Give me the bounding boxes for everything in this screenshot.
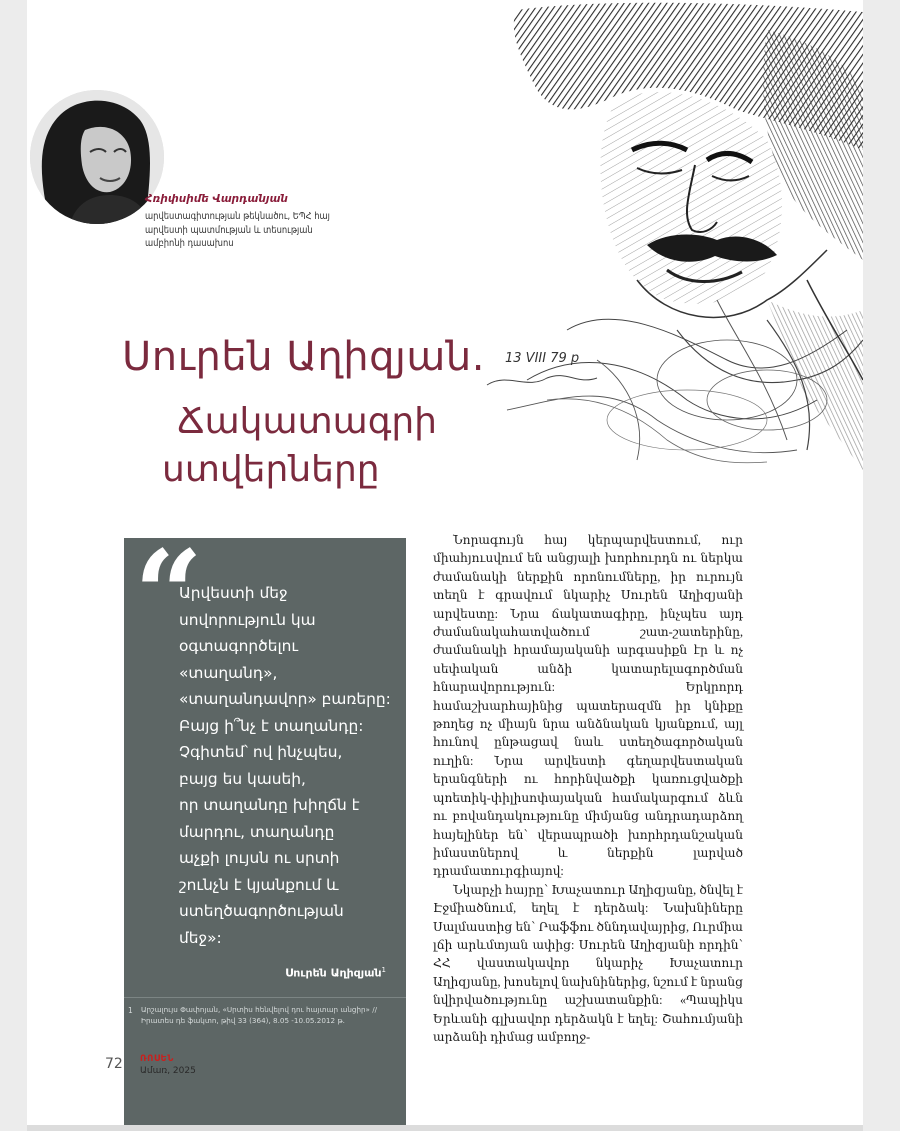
body-paragraph: Նկարչի հայրը՝ Խաչատուր Աղիզյանը, ծնվել է Էջմիածնում, եղել է դերձակ: Նախնիները Սալմաստից են՝ Րաֆֆու ծննդավայրից, Ուրմիա լճի արևմտյան ափից: Սուրեն Աղիզյանի որդին՝ ՀՀ վաստակավոր նկարիչ Խաչատուր Աղիզյանը, խոսելով նախնիներից, նշում է նրանց նվիրվածությունը աշխատանքին: «Պապիկս Երևանի գլխավոր դերձակն է եղել: Շահումյանի արձանի դիմաց ամբողջ- xyxy=(433,882,743,1044)
footnote-number: 1 xyxy=(128,1006,133,1015)
footnote-divider xyxy=(124,997,406,998)
magazine-name: ՌՈՍԵՆ xyxy=(140,1054,174,1064)
magazine-page xyxy=(27,0,863,1125)
quote-mark-icon: “ xyxy=(134,524,204,665)
quote-signature-name: Սուրեն Աղիզյան xyxy=(285,966,382,980)
pull-quote-box xyxy=(124,524,406,1125)
author-role: արվեստագիտության թեկնածու, ԵՊՀ հայ արվեստի պատմության և տեսության ամբիոնի դասախոս xyxy=(145,211,330,249)
body-paragraph: Նորագույն հայ կերպարվեստում, ուր միահյուսվում են անցյալի խորհուրդն ու ներկա ժամանակի ներքին որոնումները, իր ուրույն տեղն է գրավում նկարիչ Սուրեն Աղիզյանի արվեստը: Նրա ճակատագիրը, ինչպես այդ ժամանակահատվածում շատ-շատերինը, ժամանակի հրամայականի արգասիքն էր և ոչ սեփական անձի կատարելագործման հնարավորություն: Երկրորդ համաշխարհայինից պատերազմն իր կնիքը թողեց ոչ միայն նրա անձնական կյանքում, այլ հունով ընթացավ նաև ստեղծագործական ուղին: Նրա արվեստի գեղարվեստական երանգների ու հորինվածքի կառուցվածքի պոետիկ-փիլիսոփայական համակարգում ձևն ու բովանդակությունը միմյանց անդրադարձող հայելիներ են՝ վերապրածի խորհրդանշական իմաստներով և ներքին լարված դրամատուրգիայով: xyxy=(433,533,743,879)
author-name: Հռիփսիմե Վարդանյան xyxy=(145,193,288,205)
author-avatar xyxy=(30,90,164,224)
page-number: 72 xyxy=(105,1056,123,1072)
page-bottom-edge xyxy=(27,1125,863,1131)
article-subtitle xyxy=(162,398,437,494)
issue-label: Ամառ, 2025 xyxy=(140,1066,196,1076)
footnote-text: Արշալույս Փափոյան, «Սրտիս հենվելով դու հայտար անցիր» // Իրատես դե ֆակտո, թիվ 33 (364), 8.05 -10.05.2012 թ. xyxy=(141,1005,378,1025)
sketch-date-mark: 13 VIII 79 p xyxy=(505,351,580,366)
article-body xyxy=(433,531,743,1046)
subtitle-line-2: ստվերները xyxy=(162,449,380,490)
portrait-sketch-illustration xyxy=(467,0,863,470)
pull-quote-text: Արվեստի մեջ սովորություն կա օգտագործելու «տաղանդ», «տաղանդավոր» բառերը: Բայց ի՞նչ է տաղանդը: Չգիտեմ՝ ով ինչպես, բայց ես կասեի, որ տաղանդը խիղճն է մարդու, տաղանդը աչքի լույսն ու սրտի շունչն է կյանքում և ստեղծագործության մեջ»: xyxy=(179,584,391,947)
footnote-reference: 1 xyxy=(381,966,386,974)
article-title: Սուրեն Աղիզյան. xyxy=(122,334,485,380)
pull-quote-signature xyxy=(285,966,386,980)
subtitle-line-1: Ճակատագրի xyxy=(177,401,437,442)
